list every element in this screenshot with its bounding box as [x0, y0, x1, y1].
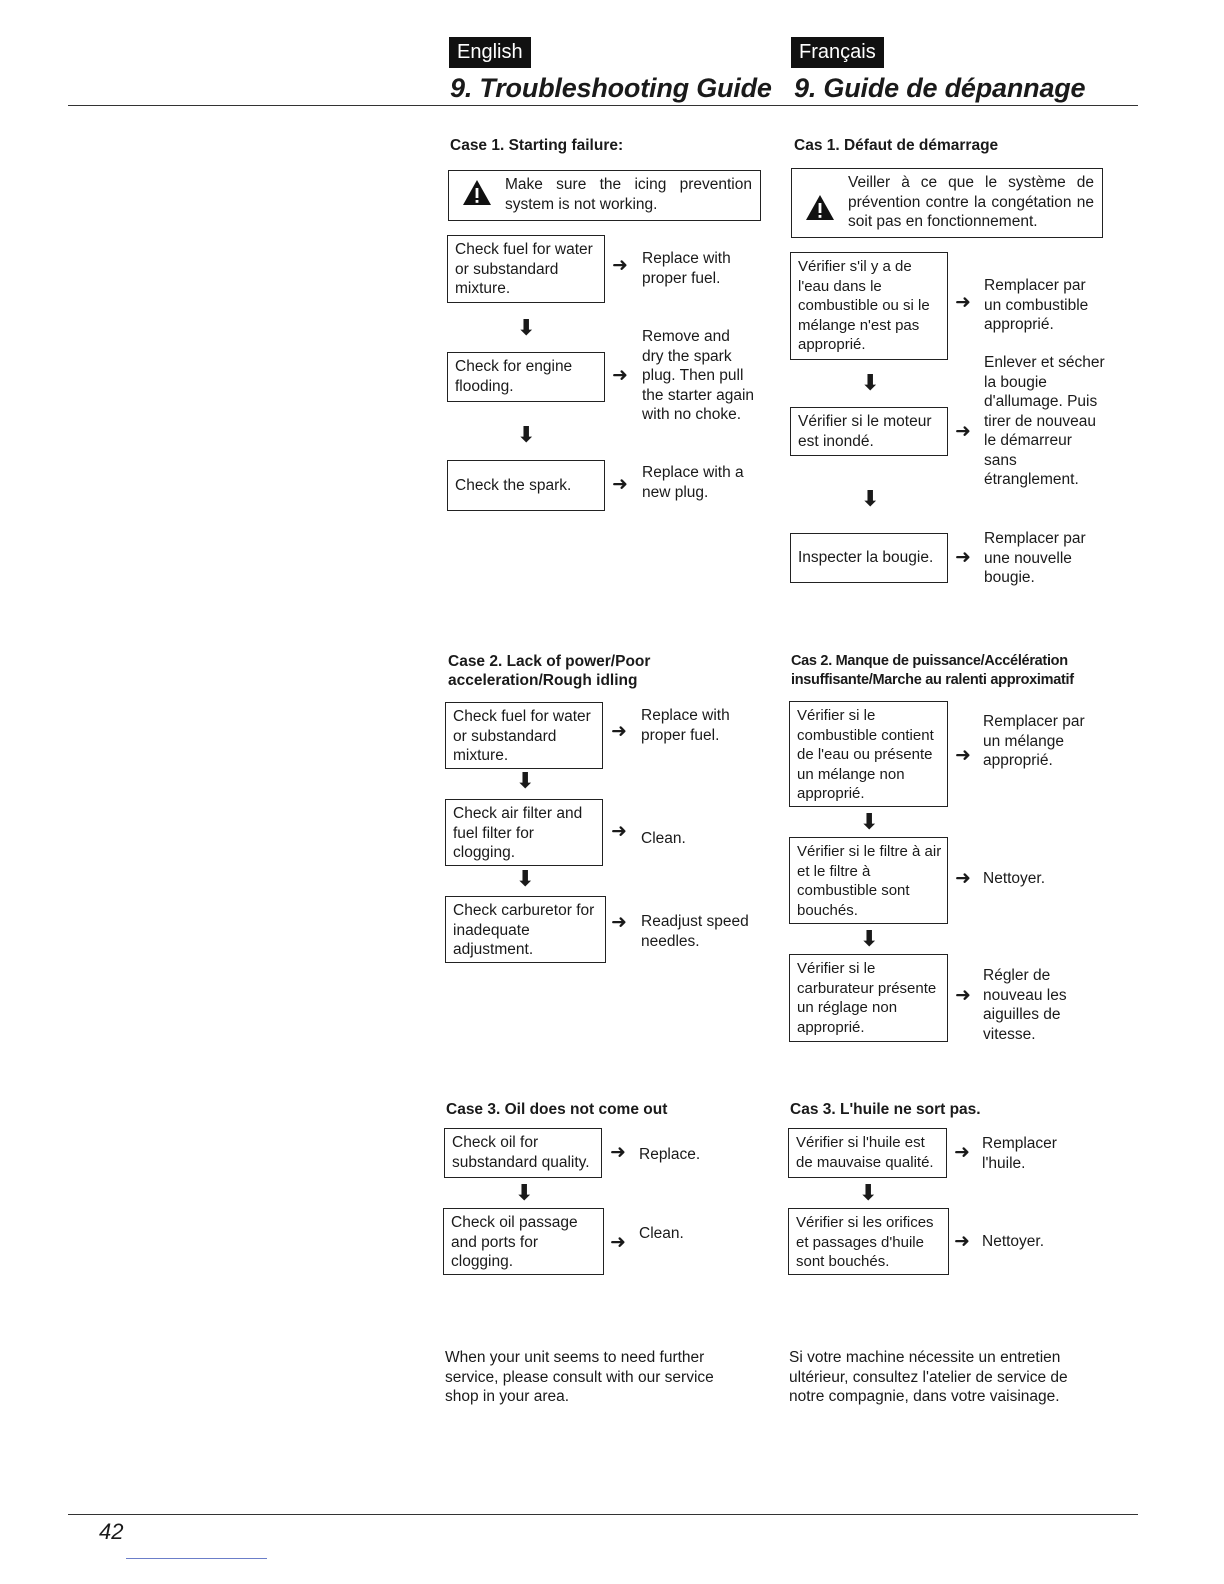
french-language-tag: Français	[791, 37, 884, 68]
fr-case2-title: Cas 2. Manque de puissance/Accélération insuffisante/Marche au ralenti approximatif	[791, 653, 1074, 688]
arrow-right-icon: ➜	[954, 1142, 970, 1163]
arrow-right-icon: ➜	[612, 365, 628, 386]
en-case1-action2: Remove and dry the spark plug. Then pull the starter again with no choke.	[642, 328, 755, 423]
arrow-right-icon: ➜	[611, 912, 627, 933]
en-case1-check3-text: Check the spark.	[455, 476, 572, 494]
warning-icon	[462, 179, 492, 206]
fr-case3-check1: Vérifier si l'huile est de mauvaise qualité.	[788, 1128, 947, 1178]
en-case2-check2: Check air filter and fuel filter for clogging.	[445, 799, 603, 866]
fr-case2-action2: Nettoyer.	[983, 870, 1046, 887]
en-case1-action3: Replace with a new plug.	[642, 464, 744, 501]
en-case1-check2: Check for engine flooding.	[447, 352, 605, 402]
en-service-note: When your unit seems to need further service, please consult with our service shop in your area.	[445, 1349, 714, 1405]
arrow-right-icon: ➜	[955, 292, 971, 313]
arrow-right-icon: ➜	[955, 868, 971, 889]
en-case2-action1: Replace with proper fuel.	[641, 707, 730, 744]
fr-case1-check3-text: Inspecter la bougie.	[798, 549, 934, 567]
fr-case3-title: Cas 3. L'huile ne sort pas.	[790, 1101, 981, 1118]
en-case3-action2: Clean.	[639, 1225, 684, 1242]
arrow-right-icon: ➜	[955, 421, 971, 442]
page-number: 42	[99, 1519, 124, 1544]
en-case2-check1: Check fuel for water or substandard mixture.	[445, 702, 603, 769]
en-case2-check3: Check carburetor for inadequate adjustment.	[445, 896, 606, 963]
arrow-right-icon: ➜	[612, 474, 628, 495]
footer-rule	[68, 1514, 1138, 1515]
arrow-down-icon: ⬇	[861, 370, 880, 395]
en-case3-check1: Check oil for substandard quality.	[444, 1128, 602, 1178]
fr-case2-check2: Vérifier si le filtre à air et le filtre à combustible sont bouchés.	[789, 837, 948, 924]
fr-case1-action1: Remplacer par un combustible approprié.	[984, 277, 1089, 333]
arrow-right-icon: ➜	[610, 1232, 626, 1253]
en-case1-check1: Check fuel for water or substandard mixture.	[447, 235, 605, 303]
fr-case1-action3: Remplacer par une nouvelle bougie.	[984, 530, 1086, 586]
fr-case1-warning-text: Veiller à ce que le système de prévention contre la congétation ne soit pas en fonctionnement.	[848, 174, 1094, 230]
fr-case2-action1: Remplacer par un mélange approprié.	[983, 713, 1085, 769]
fr-case2-check3: Vérifier si le carburateur présente un réglage non approprié.	[789, 954, 948, 1042]
fr-case3-action2: Nettoyer.	[982, 1233, 1045, 1250]
fr-case1-title: Cas 1. Défaut de démarrage	[794, 137, 999, 154]
en-case1-check3	[447, 460, 605, 511]
arrow-right-icon: ➜	[955, 985, 971, 1006]
fr-case1-action2: Enlever et sécher la bougie d'allumage. Puis tirer de nouveau le démarreur sans étranglement.	[984, 354, 1105, 488]
arrow-right-icon: ➜	[955, 745, 971, 766]
fr-case3-check2: Vérifier si les orifices et passages d'huile sont bouchés.	[788, 1208, 949, 1275]
arrow-right-icon: ➜	[954, 1231, 970, 1252]
fr-case3-action1: Remplacer l'huile.	[982, 1135, 1057, 1172]
fr-case1-check1: Vérifier s'il y a de l'eau dans le combustible ou si le mélange n'est pas approprié.	[790, 252, 948, 360]
fr-case2-check1: Vérifier si le combustible contient de l'eau ou présente un mélange non approprié.	[789, 701, 948, 807]
en-case3-check2: Check oil passage and ports for clogging.	[443, 1208, 604, 1275]
en-case3-title: Case 3. Oil does not come out	[446, 1101, 668, 1118]
en-case1-action1: Replace with proper fuel.	[642, 250, 731, 287]
warning-icon	[805, 194, 835, 221]
arrow-down-icon: ⬇	[860, 926, 879, 951]
en-case2-action2: Clean.	[641, 830, 686, 847]
footer-link-underline	[126, 1558, 267, 1559]
arrow-down-icon: ⬇	[517, 315, 536, 340]
arrow-right-icon: ➜	[611, 821, 627, 842]
fr-case1-check2: Vérifier si le moteur est inondé.	[790, 407, 948, 456]
arrow-right-icon: ➜	[611, 721, 627, 742]
fr-case1-check3	[790, 533, 948, 583]
header-rule	[68, 105, 1138, 106]
arrow-down-icon: ⬇	[516, 768, 535, 793]
en-case1-title: Case 1. Starting failure:	[450, 137, 624, 154]
arrow-down-icon: ⬇	[861, 486, 880, 511]
english-language-tag: English	[449, 37, 531, 68]
en-case1-warning-text: Make sure the icing prevention system is not working.	[505, 176, 752, 213]
fr-case1-warning-box	[791, 168, 1103, 238]
arrow-right-icon: ➜	[610, 1142, 626, 1163]
arrow-down-icon: ⬇	[859, 1180, 878, 1205]
french-page-title: 9. Guide de dépannage	[794, 73, 1086, 103]
arrow-right-icon: ➜	[955, 547, 971, 568]
arrow-down-icon: ⬇	[517, 422, 536, 447]
arrow-right-icon: ➜	[612, 255, 628, 276]
en-case2-action3: Readjust speed needles.	[641, 913, 749, 950]
arrow-down-icon: ⬇	[516, 866, 535, 891]
en-case2-title: Case 2. Lack of power/Poor acceleration/Rough idling	[448, 653, 651, 689]
fr-case2-action3: Régler de nouveau les aiguilles de vitesse.	[983, 967, 1067, 1043]
en-case3-action1: Replace.	[639, 1146, 701, 1163]
en-case1-warning-box	[448, 170, 761, 221]
fr-service-note: Si votre machine nécessite un entretien ultérieur, consultez l'atelier de service de notre compagnie, dans votre vaisinage.	[789, 1349, 1068, 1405]
english-page-title: 9. Troubleshooting Guide	[450, 73, 772, 103]
arrow-down-icon: ⬇	[515, 1180, 534, 1205]
arrow-down-icon: ⬇	[860, 809, 879, 834]
